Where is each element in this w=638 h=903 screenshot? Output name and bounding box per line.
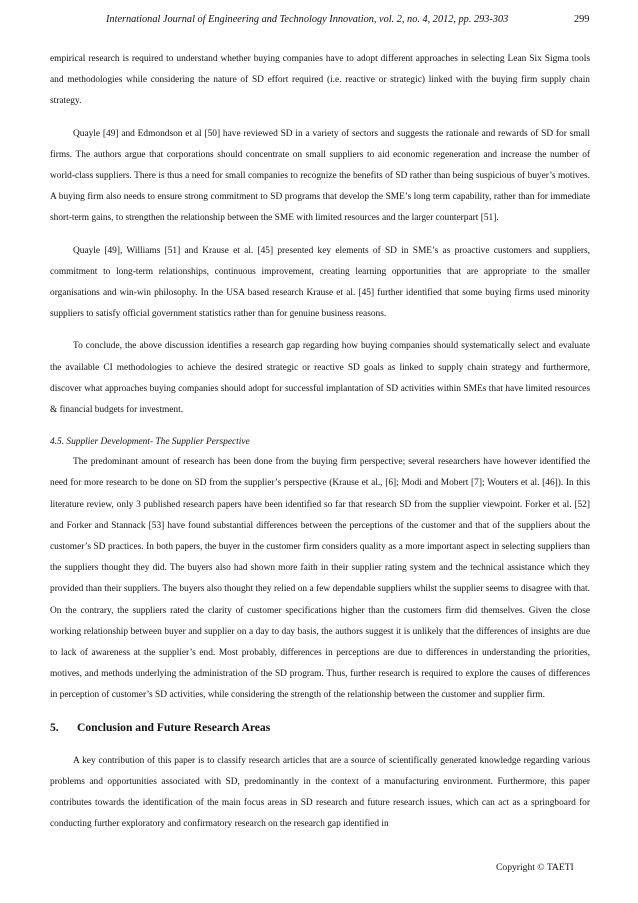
paragraph: Quayle [49] and Edmondson et al [50] have reviewed SD in a variety of sectors and suggests the rationale and rewards of SD for small firms. The authors argue that corporations should concentrate on small suppliers to aid economic regeneration and increase the number of world-class suppliers. There is thus a need for small companies to recognize the benefits of SD rather than being suspicious of buyer’s motives. A buying firm also needs to ensure strong commitment to SD programs that develop the SME’s long term capability, rather than for immediate short-term gains, to strengthen the relationship between the SME with limited resources and the larger counterpart [51]. xyxy=(50,128,590,224)
page-number: 299 xyxy=(574,14,590,25)
paragraph: To conclude, the above discussion identifies a research gap regarding how buying companies should systematically select and evaluate the available CI methodologies to achieve the desired strategic or reactive SD goals as linked to supply chain strategy and furthermore, discover what approaches buying companies should adopt for successful implantation of SD activities within SMEs that have limited resources & financial budgets for investment. xyxy=(50,341,590,416)
paragraph: Quayle [49], Williams [51] and Krause et al. [45] presented key elements of SD in SME’s as proactive customers and suppliers, commitment to long-term relationships, continuous improvement, creating learning opportunities that are appropriate to the smaller organisations and win-win philosophy. In the USA based research Krause et al. [45] further identified that some buying firms used minority suppliers to satisfy official government statistics rather than for genuine business reasons. xyxy=(50,245,590,320)
journal-citation: International Journal of Engineering and Technology Innovation, vol. 2, no. 4, 2012, pp. 293-303 xyxy=(106,14,509,25)
section-title: Conclusion and Future Research Areas xyxy=(77,720,271,734)
section-heading xyxy=(50,718,590,738)
paragraph: A key contribution of this paper is to classify research articles that are a source of scientifically generated knowledge regarding various problems and opportunities associated with SD, predominantly in the context of a manufacturing environment. Furthermore, this paper contributes towards the identification of the main focus areas in SD research and future research issues, which can act as a springboard for conducting further exploratory and confirmatory research on the research gap identified in xyxy=(50,755,590,830)
subsection-heading: 4.5. Supplier Development- The Supplier Perspective xyxy=(50,437,250,448)
paragraph-continuation: empirical research is required to understand whether buying companies have to adopt different approaches in selecting Lean Six Sigma tools and methodologies while considering the nature of SD effort required (i.e. reactive or strategic) linked with the buying firm supply chain strategy. xyxy=(50,54,590,107)
section-number: 5. xyxy=(50,720,59,734)
paragraph: The predominant amount of research has been done from the buying firm perspective; several researchers have however identified the need for more research to be done on SD from the supplier’s perspective (Krause et al., [6]; Modi and Mobert [7]; Wouters et al. [46]). In this literature review, only 3 published research papers have been identified so far that research SD from the supplier viewpoint. Forker et al. [52] and Forker and Stannack [53] have found substantial differences between the perceptions of the customer and that of the suppliers about the customer’s SD practices. In both papers, the buyer in the customer firm considers quality as a more important aspect in selecting suppliers than the suppliers thought they did. The buyers also had shown more faith in their supplier rating system and the technical assistance which they provided than their suppliers. The buyers also thought they relied on a few dependable suppliers whilst the supplier seems to disagree with that. On the contrary, the suppliers rated the clarity of customer specifications higher than the customers firm did themselves. Given the close working relationship between buyer and supplier on a day to day basis, the authors suggest it is unlikely that the differences of insights are due to lack of awareness at the supplier’s end. Most probably, differences in perceptions are due to differences in understanding the priorities, motives, and methods underlying the administration of the SD program. Thus, further research is required to explore the causes of differences in perception of customer’s SD activities, while considering the strength of the relationship between the customer and supplier firm. xyxy=(50,457,590,701)
copyright-footer: Copyright © TAETI xyxy=(496,862,574,873)
body-text xyxy=(50,49,590,836)
running-header xyxy=(0,14,638,30)
